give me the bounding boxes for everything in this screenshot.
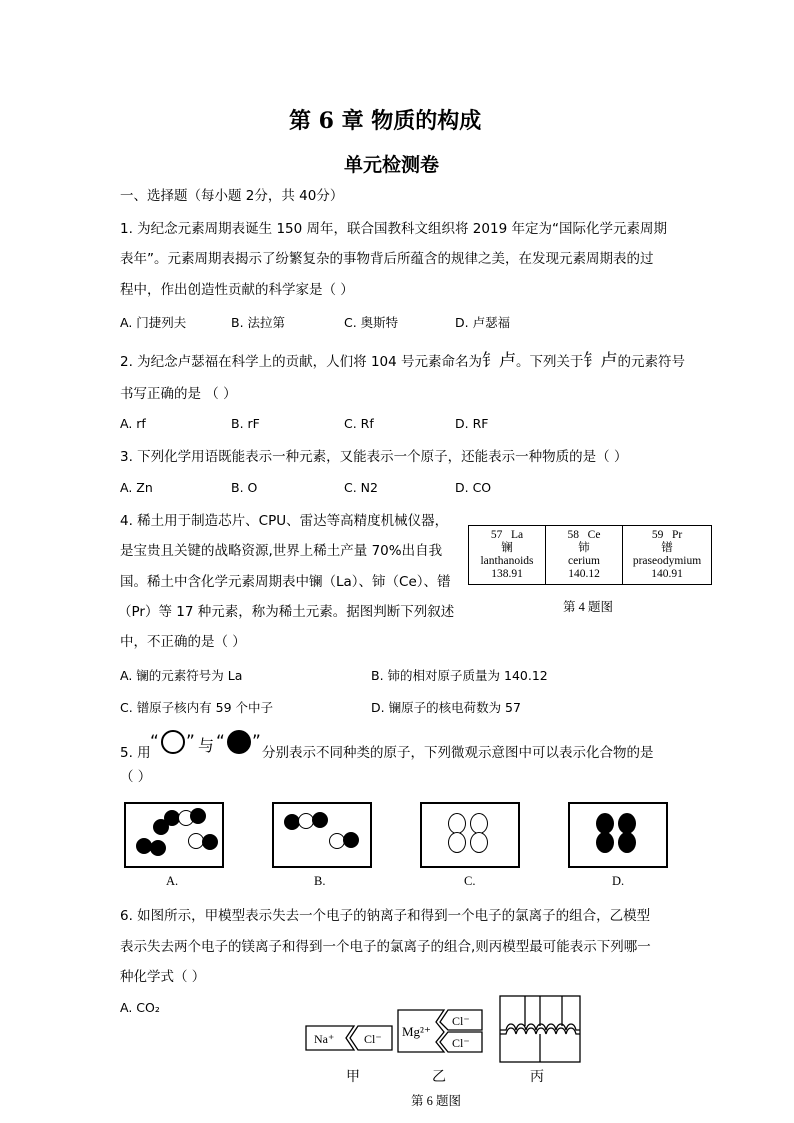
mg-ion-label: Mg²⁺ bbox=[402, 1024, 431, 1039]
q6-line-2: 表示失去两个电子的镁离子和得到一个电子的氯离子的组合,则丙模型最可能表示下列哪一 bbox=[120, 939, 651, 955]
q3-option-c: C. N2 bbox=[344, 480, 378, 495]
element-cell-pr bbox=[623, 526, 712, 585]
q1-line-2: 表年”。元素周期表揭示了纷繁复杂的事物背后所蕴含的规律之美，在发现元素周期表的过 bbox=[120, 251, 654, 267]
q2-option-a: A. rf bbox=[120, 416, 146, 431]
q1-line-1: 1. 为纪念元素周期表诞生 150 周年，联合国教科文组织将 2019 年定为“国际化学元素周期 bbox=[120, 221, 667, 237]
atomic-number: 58 bbox=[567, 529, 580, 541]
option-b-label: B. bbox=[314, 874, 326, 888]
q2-line-2: 书写正确的是 （ ） bbox=[120, 386, 237, 402]
element-symbol: Ce bbox=[587, 529, 601, 541]
q3-option-a: A. Zn bbox=[120, 480, 153, 495]
q4-line-1: 4. 稀土用于制造芯片、CPU、雷达等高精度机械仪器， bbox=[120, 513, 449, 529]
element-symbol: Pr bbox=[671, 529, 683, 541]
black-atom-icon bbox=[343, 832, 359, 848]
element-glyph: 钅卢 bbox=[482, 351, 517, 371]
q2-text-b: 。下列关于 bbox=[516, 354, 584, 370]
cl-ion-label: Cl⁻ bbox=[452, 1014, 470, 1028]
black-atom-icon bbox=[150, 840, 166, 856]
cl-ion-label: Cl⁻ bbox=[364, 1032, 382, 1046]
atomic-number: 57 bbox=[490, 529, 503, 541]
black-atom-icon bbox=[596, 832, 614, 853]
option-c-label: C. bbox=[464, 874, 476, 888]
atomic-mass: 140.91 bbox=[651, 568, 683, 580]
q4-option-c: C. 镨原子核内有 59 个中子 bbox=[120, 700, 274, 715]
q6-line-1: 6. 如图所示，甲模型表示失去一个电子的钠离子和得到一个电子的氯离子的组合，乙模型 bbox=[120, 908, 651, 924]
q6-caption: 第 6 题图 bbox=[411, 1094, 462, 1108]
model-label-bing: 丙 bbox=[530, 1069, 544, 1085]
q3-line: 3. 下列化学用语既能表示一种元素，又能表示一个原子，还能表示一种物质的是（ ） bbox=[120, 449, 628, 465]
element-en-name: lanthanoids bbox=[480, 555, 534, 567]
q1-option-c: C. 奥斯特 bbox=[344, 315, 399, 330]
q5-tail: 分别表示不同种类的原子，下列微观示意图中可以表示化合物的是 bbox=[262, 745, 654, 761]
element-symbol: La bbox=[510, 529, 524, 541]
element-cell-la bbox=[469, 526, 546, 585]
element-cn-name: 铈 bbox=[578, 542, 590, 554]
quote-open: “ bbox=[150, 732, 159, 752]
model-yi bbox=[398, 1010, 482, 1052]
q4-option-a: A. 镧的元素符号为 La bbox=[120, 668, 243, 683]
black-atom-icon bbox=[202, 834, 218, 850]
element-en-name: praseodymium bbox=[632, 555, 702, 567]
white-atom-icon bbox=[470, 813, 488, 834]
q5-lead: 5. 用 bbox=[120, 745, 151, 761]
black-atom-icon bbox=[190, 808, 206, 824]
element-cell-ce bbox=[546, 526, 623, 585]
ion-model-diagram bbox=[300, 994, 586, 1064]
element-glyph: 钅卢 bbox=[583, 351, 618, 371]
atomic-number: 59 bbox=[651, 529, 664, 541]
quote-close: ” bbox=[186, 732, 195, 752]
white-atom-icon bbox=[470, 832, 488, 853]
black-atom-icon bbox=[618, 813, 636, 834]
q6-option-a: A. CO₂ bbox=[120, 1000, 160, 1015]
atomic-mass: 138.91 bbox=[491, 568, 523, 580]
q4-option-b: B. 铈的相对原子质量为 140.12 bbox=[371, 668, 548, 683]
element-en-name: cerium bbox=[568, 555, 600, 567]
q2-line-1 bbox=[120, 351, 685, 372]
element-cn-name: 镨 bbox=[661, 542, 673, 554]
atomic-mass: 140.12 bbox=[568, 568, 600, 580]
black-atom-icon bbox=[312, 812, 328, 828]
page-subtitle: 单元检测卷 bbox=[344, 154, 440, 176]
q1-line-3: 程中，作出创造性贡献的科学家是（ ） bbox=[120, 282, 354, 298]
q2-text-a: 2. 为纪念卢瑟福在科学上的贡献，人们将 104 号元素命名为 bbox=[120, 354, 483, 370]
white-atom-icon bbox=[448, 813, 466, 834]
black-atom-icon bbox=[153, 819, 169, 835]
q4-line-4: （Pr）等 17 种元素，称为稀土元素。据图判断下列叙述 bbox=[118, 604, 455, 620]
q1-option-b: B. 法拉第 bbox=[231, 315, 286, 330]
q2-option-b: B. rF bbox=[231, 416, 260, 431]
option-a-diagram bbox=[124, 802, 224, 868]
na-ion-label: Na⁺ bbox=[314, 1032, 335, 1046]
q2-text-c: 的元素符号 bbox=[617, 354, 686, 370]
option-b-diagram bbox=[272, 802, 372, 868]
black-atom-icon bbox=[618, 832, 636, 853]
q5-and: 与 bbox=[198, 736, 215, 755]
q3-option-b: B. O bbox=[231, 480, 258, 495]
option-d-diagram bbox=[568, 802, 668, 868]
black-atom-icon bbox=[596, 813, 614, 834]
q2-option-d: D. RF bbox=[455, 416, 489, 431]
q4-option-d: D. 镧原子的核电荷数为 57 bbox=[371, 700, 521, 715]
periodic-table-excerpt bbox=[468, 525, 712, 585]
q1-option-d: D. 卢瑟福 bbox=[455, 315, 511, 330]
option-d-label: D. bbox=[612, 874, 625, 888]
q5-paren: （ ） bbox=[120, 769, 152, 785]
model-label-yi: 乙 bbox=[432, 1069, 446, 1085]
q4-caption: 第 4 题图 bbox=[563, 600, 614, 614]
q3-option-d: D. CO bbox=[455, 480, 492, 495]
q1-option-a: A. 门捷列夫 bbox=[120, 315, 187, 330]
q4-line-2: 是宝贵且关键的战略资源,世界上稀土产量 70%出自我 bbox=[120, 543, 443, 559]
q6-line-3: 种化学式（ ） bbox=[120, 969, 206, 985]
q2-option-c: C. Rf bbox=[344, 416, 374, 431]
section-heading: 一、选择题（每小题 2分，共 40分） bbox=[120, 188, 344, 204]
element-cn-name: 镧 bbox=[501, 542, 513, 554]
q4-line-5: 中，不正确的是（ ） bbox=[120, 634, 246, 650]
cl-ion-label: Cl⁻ bbox=[452, 1036, 470, 1050]
page-title: 第 6 章 物质的构成 bbox=[289, 108, 482, 134]
model-bing bbox=[500, 996, 580, 1062]
option-a-label: A. bbox=[166, 874, 179, 888]
model-label-jia: 甲 bbox=[346, 1069, 360, 1085]
white-atom-icon bbox=[448, 832, 466, 853]
black-atom-icon bbox=[227, 730, 251, 754]
model-jia bbox=[306, 1026, 392, 1050]
quote-open: “ bbox=[216, 732, 225, 752]
q4-line-3: 国。稀土中含化学元素周期表中镧（La）、铈（Ce）、镨 bbox=[120, 574, 451, 590]
option-c-diagram bbox=[420, 802, 520, 868]
quote-close: ” bbox=[252, 732, 261, 752]
white-atom-icon bbox=[161, 730, 185, 754]
